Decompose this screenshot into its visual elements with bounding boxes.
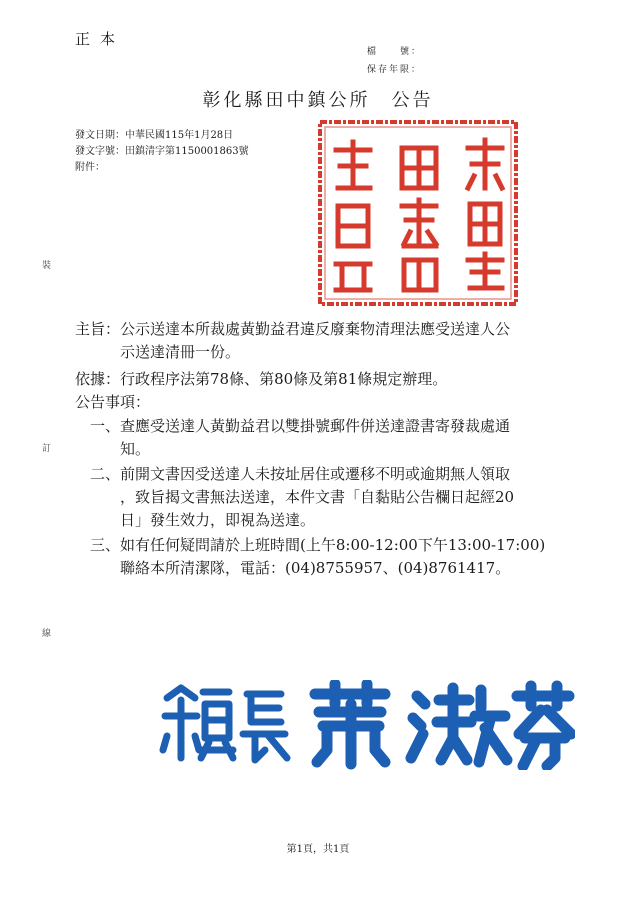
item-2-line-3: 日」發生效力，即視為送達。 — [120, 511, 316, 529]
official-seal-stamp — [318, 120, 518, 306]
issue-number: 發文字號：田鎮清字第1150001863號 — [75, 146, 249, 157]
subject-line-1: 主旨：公示送達本所裁處黃勤益君違反廢棄物清理法應受送達人公 — [75, 320, 511, 338]
item-2-line-2: ，致旨揭文書無法送達，本件文書「自黏貼公告欄日起經20 — [120, 488, 515, 506]
basis-line: 依據：行政程序法第78條、第80條及第81條規定辦理。 — [75, 370, 448, 388]
item-3-line-1: 三、如有任何疑問請於上班時間(上午8:00-12:00下午13:00-17:00) — [90, 536, 546, 554]
mayor-signature — [155, 680, 575, 770]
notice-heading: 公告事項： — [75, 393, 151, 411]
retention-label: 保存年限： — [367, 65, 423, 75]
item-1-line-1: 一、查應受送達人黃勤益君以雙掛號郵件併送達證書寄發裁處通 — [90, 417, 511, 435]
file-number-label: 檔 號： — [367, 47, 423, 57]
item-1-line-2: 知。 — [120, 440, 151, 458]
attachment-label: 附件： — [75, 162, 105, 173]
item-3-line-2: 聯絡本所清潔隊，電話：(04)8755957、(04)8761417。 — [120, 559, 511, 577]
binding-mark-middle: 訂 — [42, 444, 52, 454]
issue-date: 發文日期：中華民國115年1月28日 — [75, 130, 234, 141]
notice-body — [75, 318, 575, 618]
document-title: 彰化縣田中鎮公所 公告 — [202, 90, 434, 111]
copy-mark: 正本 — [75, 30, 126, 48]
item-2-line-1: 二、前開文書因受送達人未按址居住或遷移不明或逾期無人領取 — [90, 465, 511, 483]
binding-mark-top: 裝 — [42, 261, 52, 271]
page-footer: 第1頁，共1頁 — [286, 844, 350, 855]
subject-line-2: 示送達清冊一份。 — [120, 343, 241, 361]
binding-mark-bottom: 線 — [42, 629, 52, 639]
